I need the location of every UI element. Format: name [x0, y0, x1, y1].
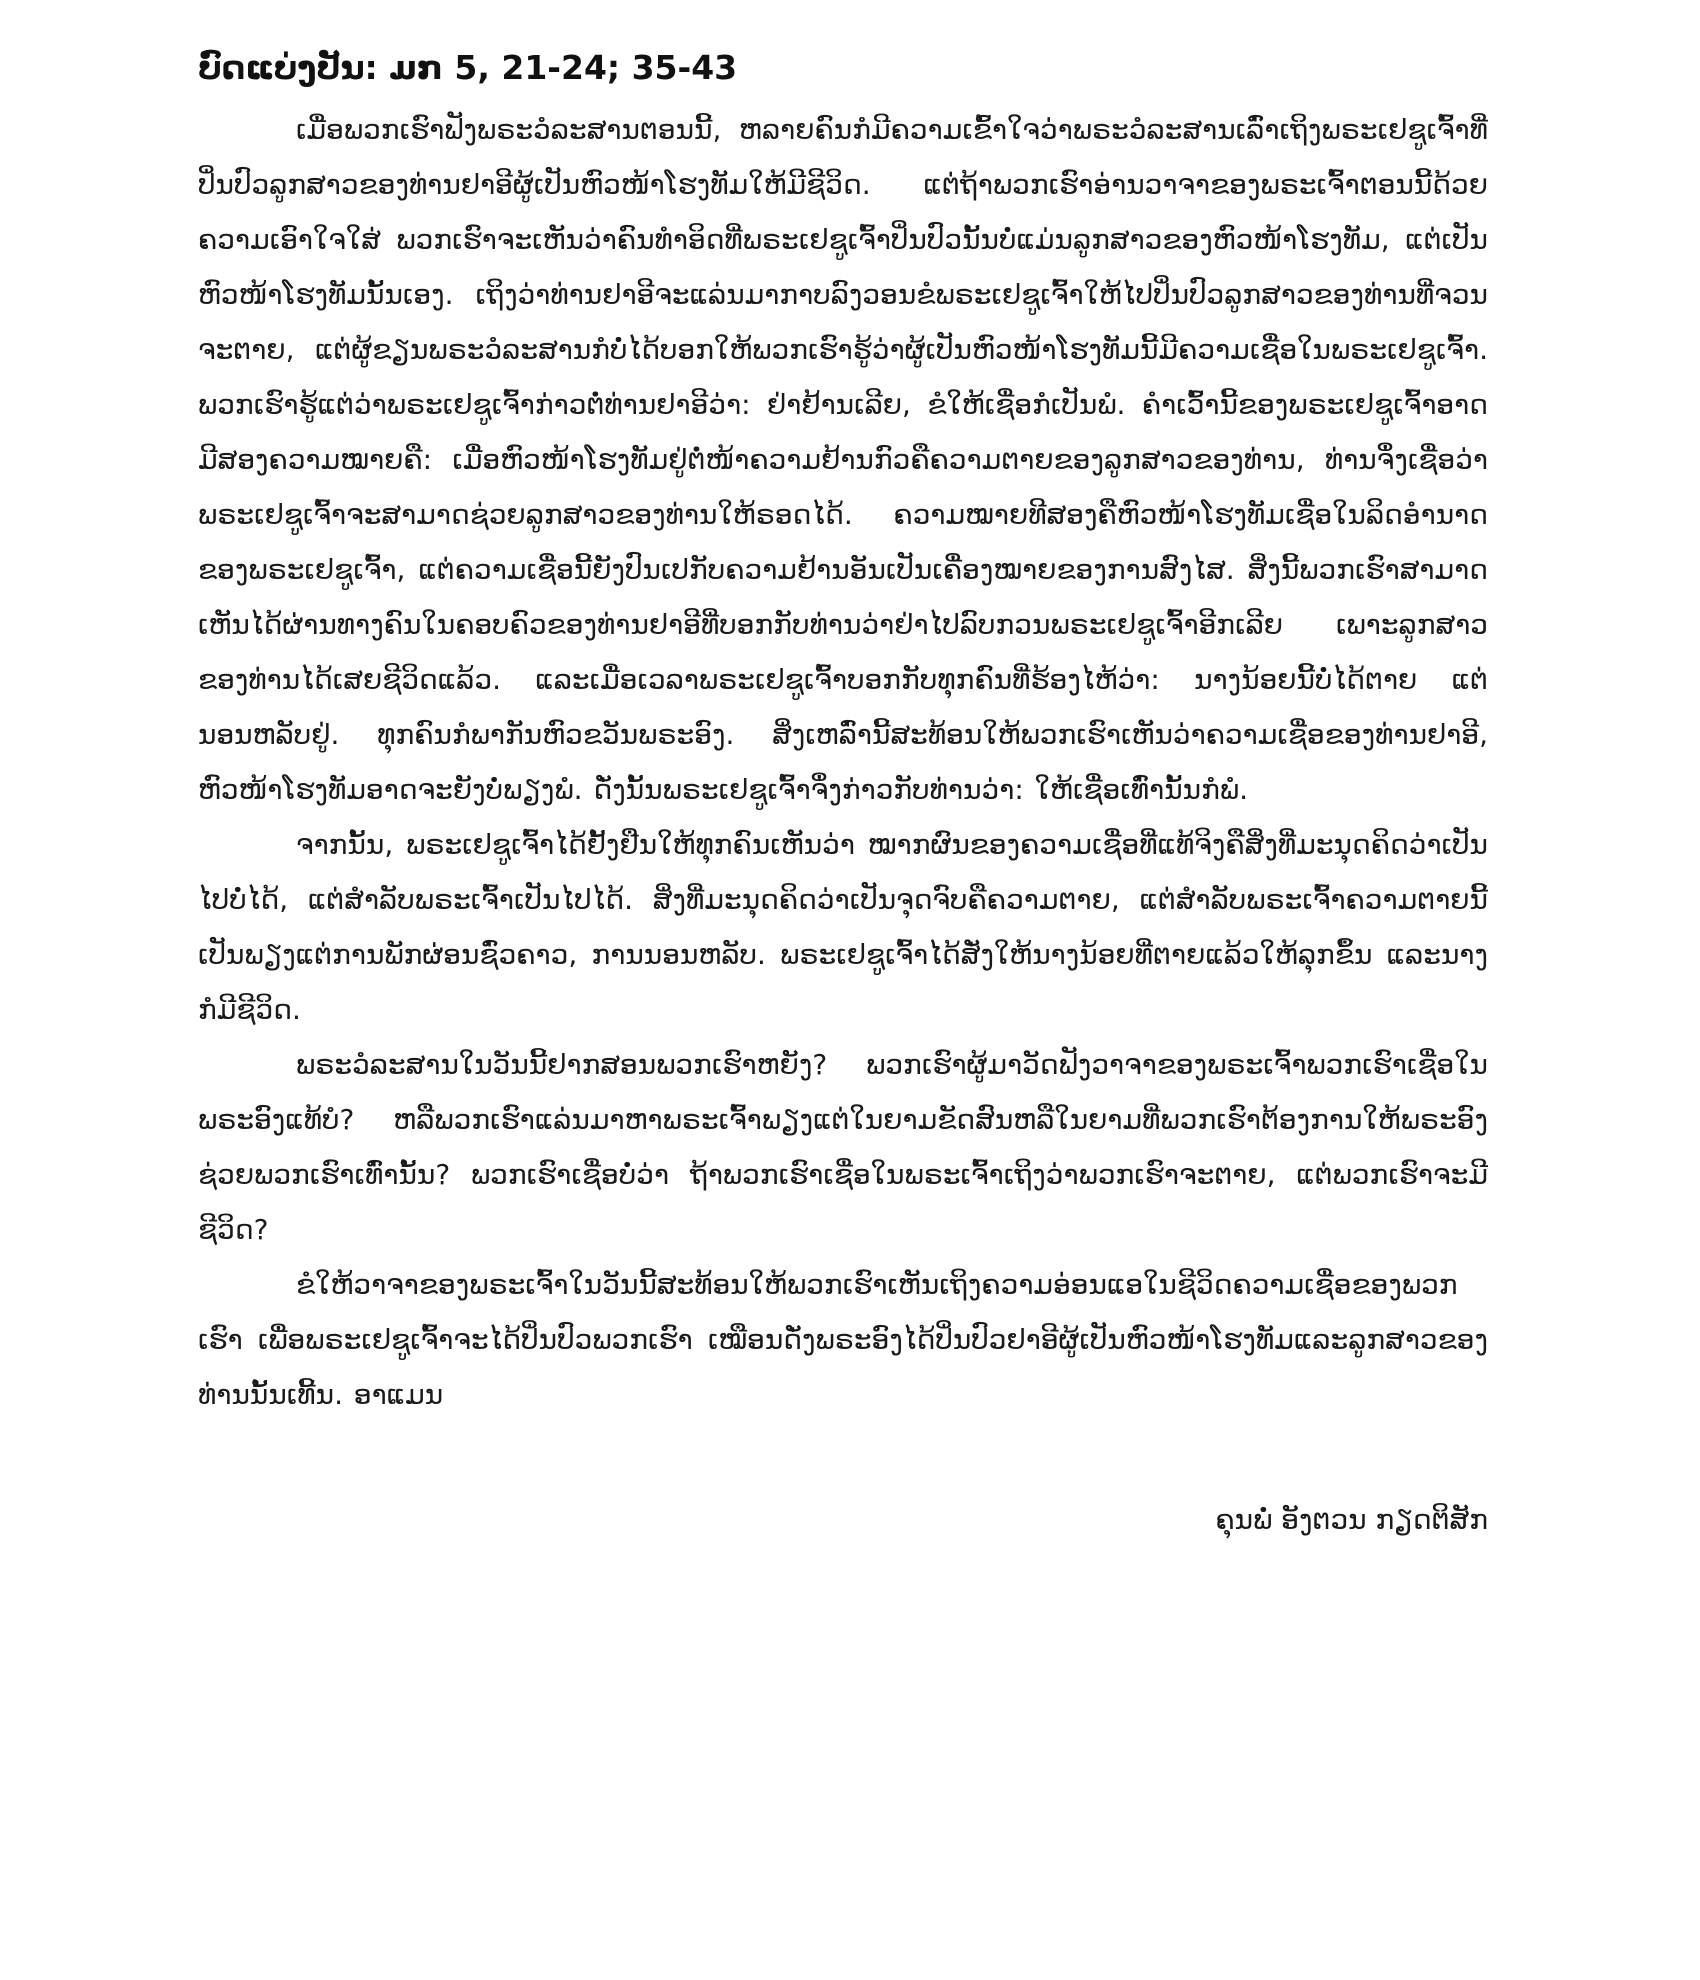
signature: ຄຸນພໍ່ ອັງຕວນ ກຽດຕິສັກ [1215, 1503, 1488, 1536]
document-heading: ບົດແບ່ງປັນ: ມກ 5, 21-24; 35-43 [198, 48, 738, 87]
paragraph-1: ເມື່ອພວກເຮົາຟັງພຣະວໍລະສານຕອນນີ້, ຫລາຍຄົນກໍມີຄວາມເຂົ້າໃຈວ່າພຣະວໍລະສານເລົ່າເຖິງພຣະເຢຊູເຈົ້າທີ່ປິ່ນປົວລູກສາວຂອງທ່ານຢາອີຜູ້ເປັນຫົວໜ້າໂຮງທັມໃຫ້ມີຊີວິດ. ແຕ່ຖ້າພວກເຮົາອ່ານວາຈາຂອງພຣະເຈົ້າຕອນນີ້ດ້ວຍຄວາມເອົາໃຈໃສ່ ພວກເຮົາຈະເຫັນວ່າຄົນທຳອິດທີ່ພຣະເຢຊູເຈົ້າປິ່ນປົວນັ້ນບໍ່ແມ່ນລູກສາວຂອງຫົວໜ້າໂຮງທັມ, ແຕ່ເປັນຫົວໜ້າໂຮງທັມນັ້ນເອງ. ເຖິງວ່າທ່ານຢາອີຈະແລ່ນມາກາບລົງວອນຂໍພຣະເຢຊູເຈົ້າໃຫ້ໄປປິ່ນປົວລູກສາວຂອງທ່ານທີ່ຈວນຈະຕາຍ, ແຕ່ຜູ້ຂຽນພຣະວໍລະສານກໍບໍ່ໄດ້ບອກໃຫ້ພວກເຮົາຮູ້ວ່າຜູ້ເປັນຫົວໜ້າໂຮງທັມນີ້ມີຄວາມເຊື່ອໃນພຣະເຢຊູເຈົ້າ. ພວກເຮົາຮູ້ແຕ່ວ່າພຣະເຢຊູເຈົ້າກ່າວຕໍ່ທ່ານຢາອີວ່າ: ຢ່າຢ້ານເລີຍ, ຂໍໃຫ້ເຊື່ອກໍເປັນພໍ. ຄຳເວົ້ານີ້ຂອງພຣະເຢຊູເຈົ້າອາດມີສອງຄວາມໝາຍຄື: ເມື່ອຫົວໜ້າໂຮງທັມຢູ່ຕໍ່ໜ້າຄວາມຢ້ານກົວຄືຄວາມຕາຍຂອງລູກສາວຂອງທ່ານ, ທ່ານຈຶ່ງເຊື່ອວ່າພຣະເຢຊູເຈົ້າຈະສາມາດຊ່ວຍລູກສາວຂອງທ່ານໃຫ້ຣອດໄດ້. ຄວາມໝາຍທີສອງຄືຫົວໜ້າໂຮງທັມເຊື່ອໃນລິດອຳນາດຂອງພຣະເຢຊູເຈົ້າ, ແຕ່ຄວາມເຊື່ອນີ້ຍັງປົນເປກັບຄວາມຢ້ານອັນເປັນເຄື່ອງໝາຍຂອງການສົງໄສ. ສິ່ງນີ້ພວກເຮົາສາມາດເຫັນໄດ້ຜ່ານທາງຄົນໃນຄອບຄົວຂອງທ່ານຢາອີທີ່ບອກກັບທ່ານວ່າຢ່າໄປລົບກວນພຣະເຢຊູເຈົ້າອີກເລີຍ ເພາະລູກສາວຂອງທ່ານໄດ້ເສຍຊີວິດແລ້ວ. ແລະເມື່ອເວລາພຣະເຢຊູເຈົ້າບອກກັບທຸກຄົນທີ່ຮ້ອງໄຫ້ວ່າ: ນາງນ້ອຍນີ້ບໍ່ໄດ້ຕາຍ ແຕ່ນອນຫລັບຢູ່. ທຸກຄົນກໍພາກັນຫົວຂວັນພຣະອົງ. ສິ່ງເຫລົ່ານີ້ສະທ້ອນໃຫ້ພວກເຮົາເຫັນວ່າຄວາມເຊື່ອຂອງທ່ານຢາອີ, ຫົວໜ້າໂຮງທັມອາດຈະຍັງບໍ່ພຽງພໍ. ດັ່ງນັ້ນພຣະເຢຊູເຈົ້າຈຶ່ງກ່າວກັບທ່ານວ່າ: ໃຫ້ເຊື່ອເທົ່ານັ້ນກໍພໍ. [198, 113, 1488, 806]
paragraph-3: ພຣະວໍລະສານໃນວັນນີ້ຢາກສອນພວກເຮົາຫຍັງ? ພວກເຮົາຜູ້ມາວັດຟັງວາຈາຂອງພຣະເຈົ້າພວກເຮົາເຊື່ອໃນພຣະອົງແທ້ບໍ? ຫລືພວກເຮົາແລ່ນມາຫາພຣະເຈົ້າພຽງແຕ່ໃນຍາມຂັດສົນຫລືໃນຍາມທີ່ພວກເຮົາຕ້ອງການໃຫ້ພຣະອົງຊ່ວຍພວກເຮົາເທົ່ານັ້ນ? ພວກເຮົາເຊື່ອບໍ່ວ່າ ຖ້າພວກເຮົາເຊື່ອໃນພຣະເຈົ້າເຖິງວ່າພວກເຮົາຈະຕາຍ, ແຕ່ພວກເຮົາຈະມີຊີວິດ? [198, 1048, 1488, 1246]
document-page [198, 40, 1488, 1547]
paragraph-2: ຈາກນັ້ນ, ພຣະເຢຊູເຈົ້າໄດ້ຢັ້ງຢືນໃຫ້ທຸກຄົນເຫັນວ່າ ໝາກຜົນຂອງຄວາມເຊື່ອທີ່ແທ້ຈິງຄືສິ່ງທີ່ມະນຸດຄິດວ່າເປັນໄປບໍ່ໄດ້, ແຕ່ສຳລັບພຣະເຈົ້າເປັນໄປໄດ້. ສິ່ງທີ່ມະນຸດຄິດວ່າເປັນຈຸດຈົບຄືຄວາມຕາຍ, ແຕ່ສຳລັບພຣະເຈົ້າຄວາມຕາຍນີ້ເປັນພຽງແຕ່ການພັກຜ່ອນຊົ່ວຄາວ, ການນອນຫລັບ. ພຣະເຢຊູເຈົ້າໄດ້ສັ່ງໃຫ້ນາງນ້ອຍທີ່ຕາຍແລ້ວໃຫ້ລຸກຂຶ້ນ ແລະນາງກໍມີຊີວິດ. [198, 828, 1488, 1026]
paragraph-4: ຂໍໃຫ້ວາຈາຂອງພຣະເຈົ້າໃນວັນນີ້ສະທ້ອນໃຫ້ພວກເຮົາເຫັນເຖິງຄວາມອ່ອນແອໃນຊີວິດຄວາມເຊື່ອຂອງພວກເຮົາ ເພື່ອພຣະເຢຊູເຈົ້າຈະໄດ້ປິ່ນປົວພວກເຮົາ ເໝືອນດັ່ງພຣະອົງໄດ້ປິ່ນປົວຢາອີຜູ້ເປັນຫົວໜ້າໂຮງທັມແລະລູກສາວຂອງທ່ານນັ້ນເທີ້ນ. ອາແມນ [198, 1268, 1488, 1411]
